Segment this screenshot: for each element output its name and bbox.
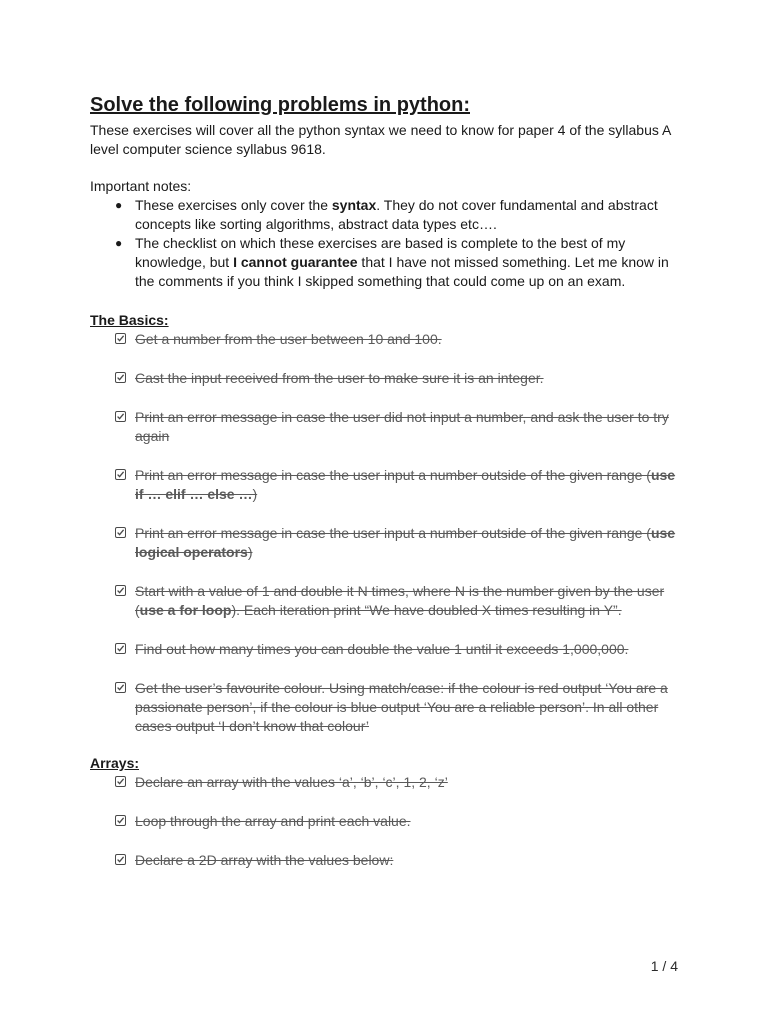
checklist-item-text: Loop through the array and print each value. bbox=[135, 813, 411, 829]
page-number: 1 / 4 bbox=[650, 958, 678, 974]
checklist-item-text: Declare an array with the values ‘a’, ‘b’, ‘c’, 1, 2, ‘z’ bbox=[135, 774, 448, 790]
checklist-item-text: Get the user’s favourite colour. Using match/case: if the colour is red output ‘You are a passionate person’, if the colour is blue output ‘You are a reliable person’. In all other cases output ‘I don’t know that colour’ bbox=[135, 680, 668, 734]
checklist-item-text: ) bbox=[252, 486, 258, 502]
checklist-item bbox=[135, 582, 680, 620]
checkbox-checked-icon[interactable] bbox=[115, 585, 126, 596]
note-item bbox=[115, 234, 680, 291]
checkbox-checked-icon[interactable] bbox=[115, 815, 126, 826]
checkbox-checked-icon[interactable] bbox=[115, 372, 126, 383]
checklist-item bbox=[135, 408, 680, 446]
intro-paragraph: These exercises will cover all the python syntax we need to know for paper 4 of the syllabus A level computer science syllabus 9618. bbox=[90, 122, 671, 157]
checklist-item-text: Get a number from the user between 10 and 100. bbox=[135, 331, 442, 347]
checklist-item-text: Declare a 2D array with the values below: bbox=[135, 852, 394, 868]
checklist-item-bold: use if … elif … else … bbox=[135, 467, 676, 502]
checkbox-checked-icon[interactable] bbox=[115, 854, 126, 865]
checklist-item bbox=[135, 773, 680, 792]
checklist-item bbox=[135, 640, 680, 659]
note-text-pre: These exercises only cover the bbox=[135, 197, 332, 213]
checkbox-checked-icon[interactable] bbox=[115, 643, 126, 654]
notes-list bbox=[90, 196, 680, 291]
checklist-item-text: Start with a value of 1 and double it N times, where N is the number given by the user ( bbox=[135, 583, 665, 618]
checkbox-checked-icon[interactable] bbox=[115, 411, 126, 422]
checklist-arrays bbox=[90, 773, 680, 870]
note-text-post: . They do not cover fundamental and abstract concepts like sorting algorithms, abstract data types etc…. bbox=[135, 197, 658, 232]
checklist-item-bold: use a for loop bbox=[139, 602, 232, 618]
checklist-item-text: ) bbox=[247, 544, 253, 560]
checklist-basics bbox=[90, 330, 680, 736]
notes-label: Important notes: bbox=[90, 178, 192, 194]
checklist-item bbox=[135, 524, 680, 562]
checklist-item-text: ). Each iteration print “We have doubled X times resulting in Y”. bbox=[231, 602, 622, 618]
checklist-item bbox=[135, 330, 680, 349]
checkbox-checked-icon[interactable] bbox=[115, 469, 126, 480]
checkbox-checked-icon[interactable] bbox=[115, 682, 126, 693]
note-text-pre: The checklist on which these exercises are based is complete to the best of my knowledge, but bbox=[135, 235, 626, 270]
checklist-item-text: Print an error message in case the user input a number outside of the given range ( bbox=[135, 525, 651, 541]
note-text-post: that I have not missed something. Let me know in the comments if you think I skipped something that could come up on an exam. bbox=[135, 254, 669, 289]
note-text-bold: I cannot guarantee bbox=[233, 254, 358, 270]
note-item bbox=[115, 196, 680, 234]
checklist-item bbox=[135, 812, 680, 831]
section-heading-basics: The Basics: bbox=[90, 312, 169, 328]
bullet-icon: ● bbox=[115, 198, 123, 212]
checkbox-checked-icon[interactable] bbox=[115, 333, 126, 344]
checklist-item-text: Find out how many times you can double the value 1 until it exceeds 1,000,000. bbox=[135, 641, 629, 657]
document-title: Solve the following problems in python: bbox=[90, 94, 470, 116]
checklist-item-text: Print an error message in case the user did not input a number, and ask the user to try again bbox=[135, 409, 669, 444]
checklist-item-text: Cast the input received from the user to make sure it is an integer. bbox=[135, 370, 544, 386]
checklist-item-text: Print an error message in case the user input a number outside of the given range ( bbox=[135, 467, 651, 483]
note-text-bold: syntax bbox=[331, 197, 377, 213]
bullet-icon: ● bbox=[115, 236, 123, 250]
document-page bbox=[90, 92, 680, 870]
checklist-item bbox=[135, 679, 680, 736]
checklist-item-bold: use logical operators bbox=[135, 525, 676, 560]
checklist-item bbox=[135, 369, 680, 388]
checklist-item bbox=[135, 851, 680, 870]
checkbox-checked-icon[interactable] bbox=[115, 776, 126, 787]
checkbox-checked-icon[interactable] bbox=[115, 527, 126, 538]
section-heading-arrays: Arrays: bbox=[90, 755, 140, 771]
checklist-item bbox=[135, 466, 680, 504]
